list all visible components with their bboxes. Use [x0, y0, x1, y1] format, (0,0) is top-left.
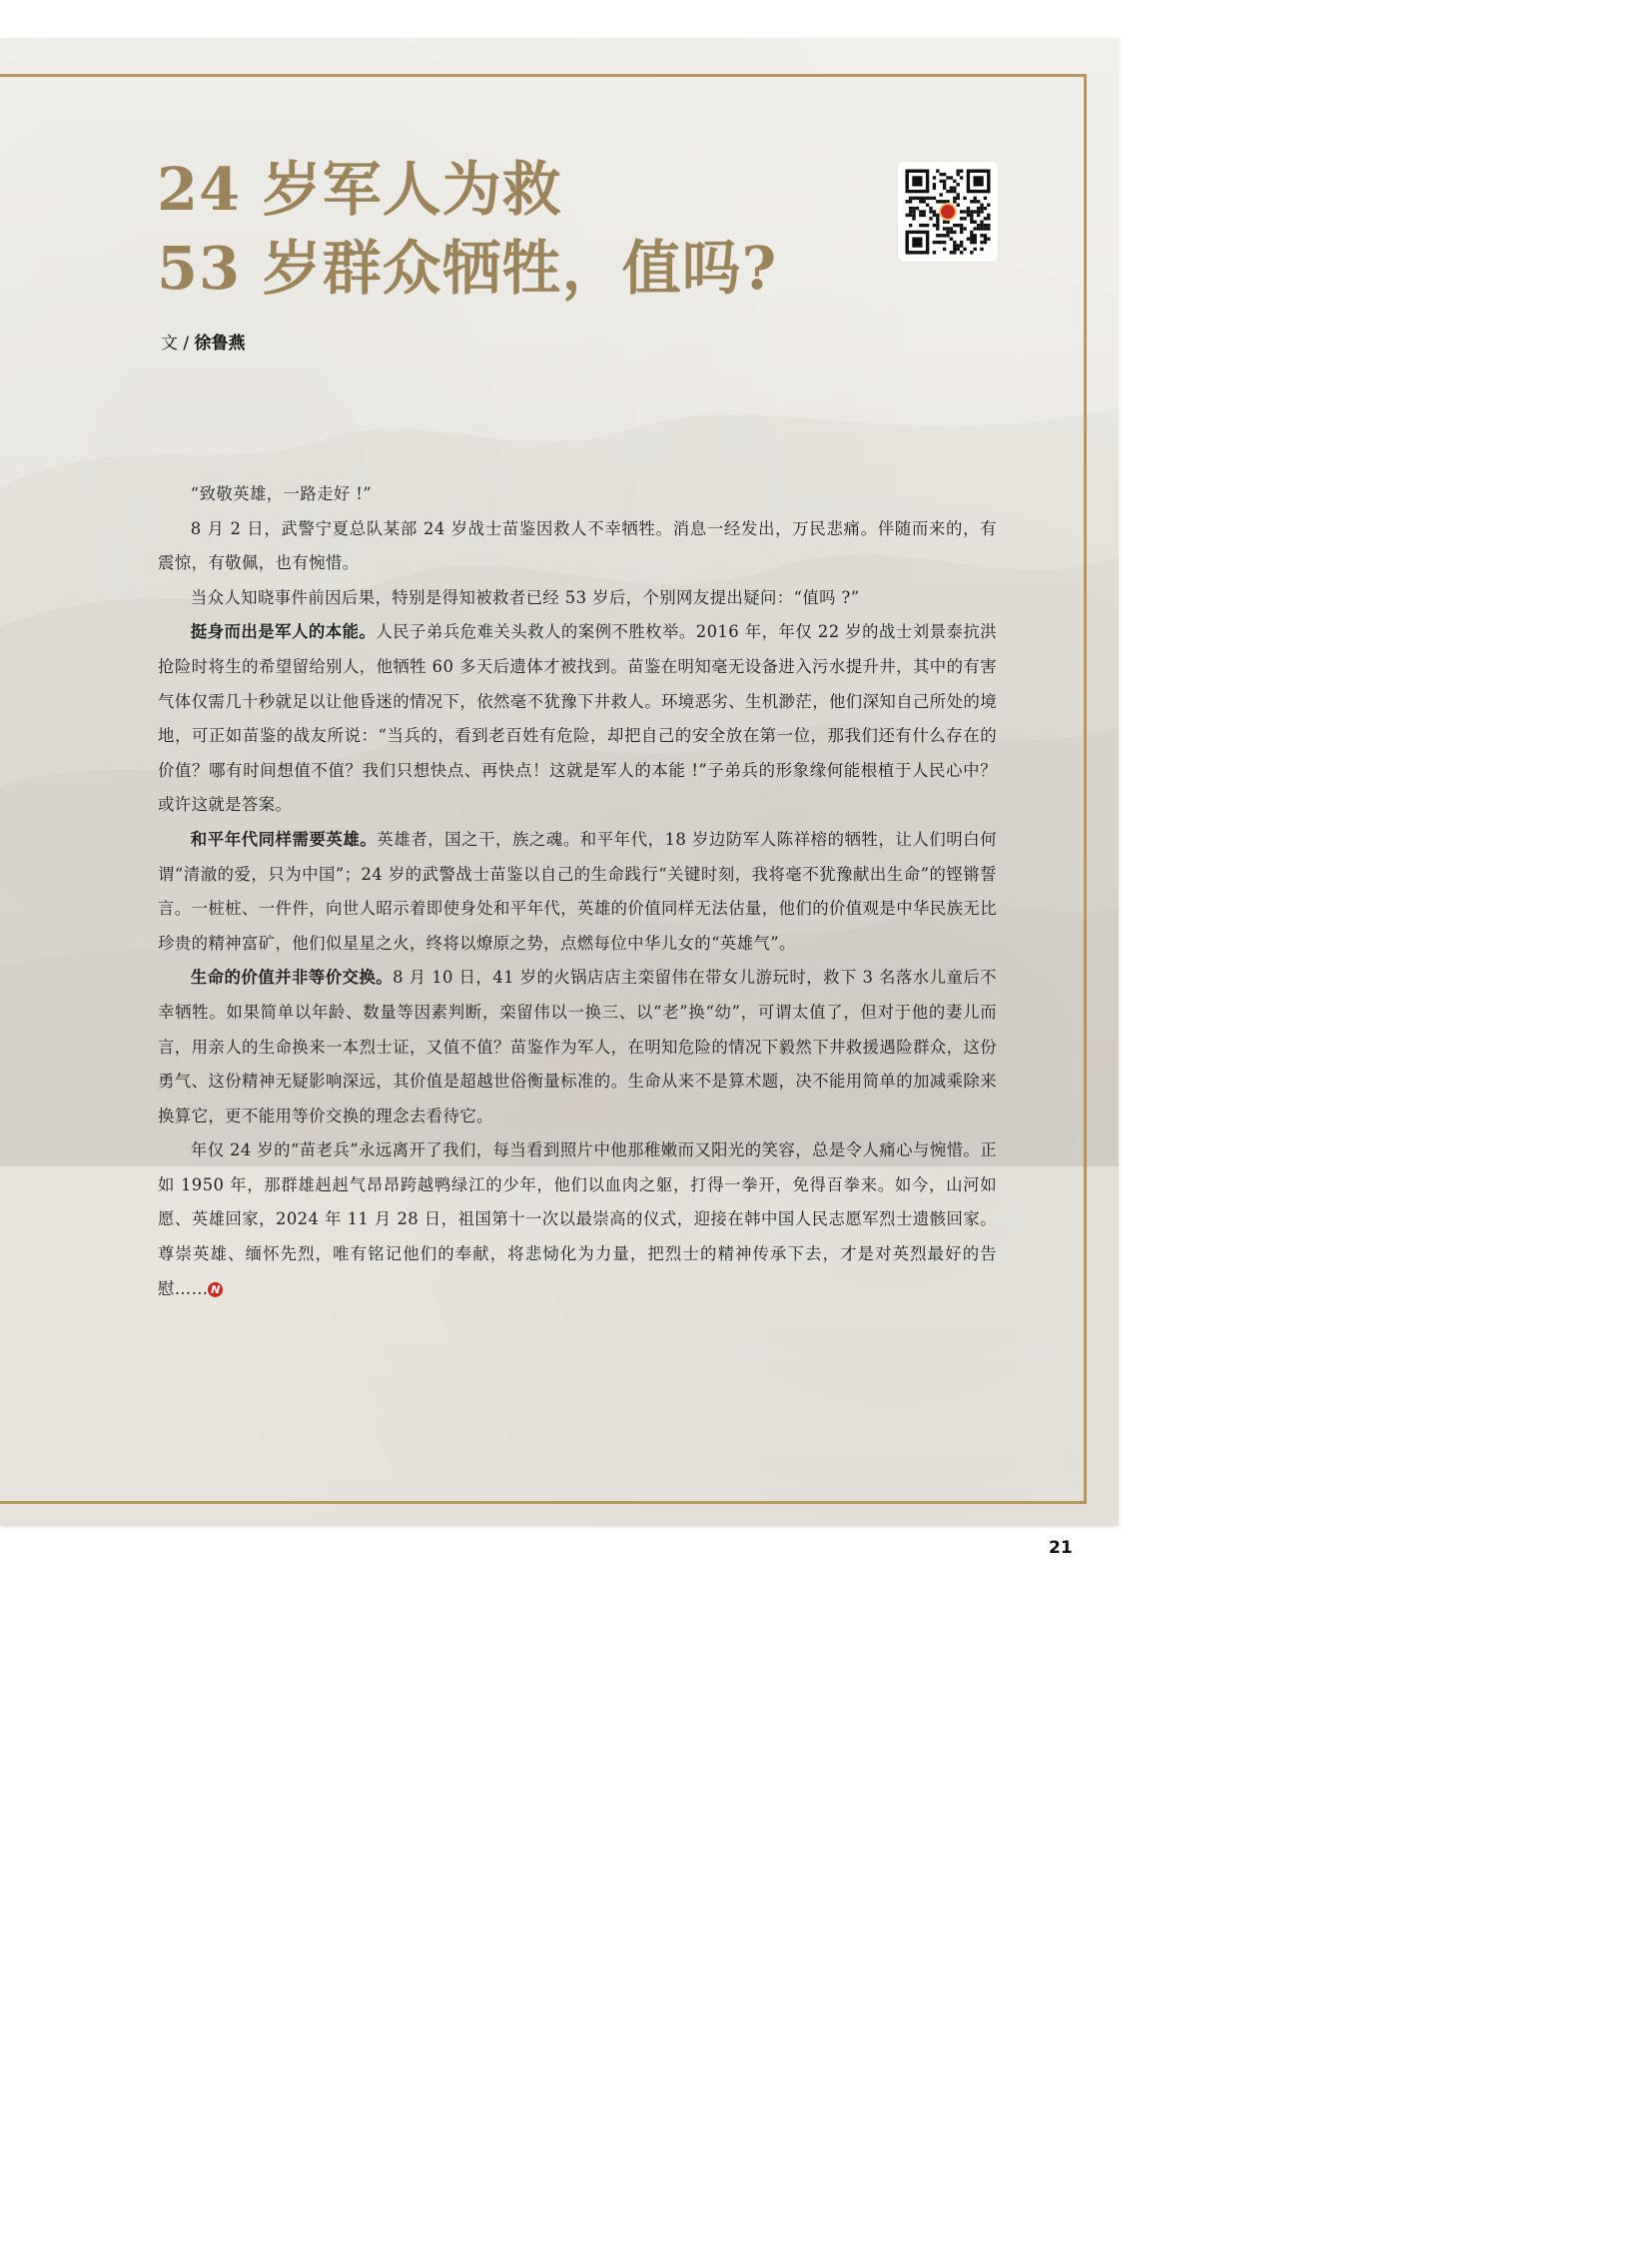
paragraph-text: 8 月 10 日，41 岁的火锅店店主栾留伟在带女儿游玩时，救下 3 名落水儿童后不幸牺牲。如果简单以年龄、数量等因素判断，栾留伟以一换三、以“老”换“幼”，可谓太值了，但对于他的妻儿而言，用亲人的生命换来一本烈士证，又值不值？苗鉴作为军人，在明知危险的情况下毅然下井救援遇险群众，这份勇气、这份精神无疑影响深远，其价值是超越世俗衡量标准的。生命从来不是算术题，决不能用简单的加减乘除来换算它，更不能用等价交换的理念去看待它。 [158, 968, 997, 1125]
title-line-1: 24 岁军人为救 [157, 155, 562, 224]
article-paragraph [158, 615, 997, 823]
article-paragraph [158, 581, 997, 616]
paragraph-text: 8 月 2 日，武警宁夏总队某部 24 岁战士苗鉴因救人不幸牺牲。消息一经发出，万民悲痛。伴随而来的，有震惊，有敬佩，也有惋惜。 [158, 518, 997, 573]
article-body [158, 477, 997, 1306]
paragraph-lead: 生命的价值并非等价交换。 [190, 968, 394, 988]
paragraph-text: 当众人知晓事件前因后果，特别是得知被救者已经 53 岁后，个别网友提出疑问：“值吗 ?” [190, 587, 860, 607]
qr-code-graphic [898, 162, 998, 262]
byline [161, 329, 246, 354]
article-title [157, 150, 876, 308]
paragraph-text: “致敬英雄，一路走好 !” [190, 484, 373, 503]
page-number: 21 [1049, 1538, 1073, 1558]
article-paragraph [158, 823, 997, 961]
article-paragraph [158, 512, 997, 581]
byline-prefix: 文 / [161, 334, 190, 354]
article-paragraph [158, 1133, 997, 1306]
author-name: 徐鲁燕 [194, 334, 246, 354]
article-paragraph [158, 961, 997, 1133]
paragraph-lead: 和平年代同样需要英雄。 [190, 829, 378, 849]
article-paragraph [158, 477, 997, 512]
qr-code-icon [898, 162, 998, 262]
paragraph-text: 英雄者，国之干，族之魂。和平年代，18 岁边防军人陈祥榕的牺牲，让人们明白何谓“清澈的爱，只为中国”；24 岁的武警战士苗鉴以自己的生命践行“关键时刻，我将毫不犹豫献出生命”的铿锵誓言。一桩桩、一件件，向世人昭示着即使身处和平年代，英雄的价值同样无法估量，他们的价值观是中华民族无比珍贵的精神富矿，他们似星星之火，终将以燎原之势，点燃每位中华儿女的“英雄气”。 [158, 829, 998, 953]
title-line-2: 53 岁群众牺牲，值吗? [157, 234, 778, 303]
end-mark-icon: N [208, 1282, 223, 1297]
paragraph-lead: 挺身而出是军人的本能。 [190, 622, 377, 642]
paper-background [0, 38, 1119, 1526]
paragraph-text: 年仅 24 岁的“苗老兵”永远离开了我们，每当看到照片中他那稚嫩而又阳光的笑容，总是令人痛心与惋惜。正如 1950 年，那群雄赳赳气昂昂跨越鸭绿江的少年，他们以血肉之躯，打得一拳开，免得百拳来。如今，山河如愿、英雄回家，2024 年 11 月 28 日，祖国第十一次以最崇高的仪式，迎接在韩中国人民志愿军烈士遗骸回家。尊崇英雄、缅怀先烈，唯有铭记他们的奉献，将悲恸化为力量，把烈士的精神传承下去，才是对英烈最好的告慰…… [158, 1140, 997, 1298]
paragraph-text: 人民子弟兵危难关头救人的案例不胜枚举。2016 年，年仅 22 岁的战士刘景泰抗洪抢险时将生的希望留给别人，他牺牲 60 多天后遗体才被找到。苗鉴在明知毫无设备进入污水提升井，其中的有害气体仅需几十秒就足以让他昏迷的情况下，依然毫不犹豫下井救人。环境恶劣、生机渺茫，他们深知自己所处的境地，可正如苗鉴的战友所说：“当兵的，看到老百姓有危险，却把自己的安全放在第一位，那我们还有什么存在的价值？哪有时间想值不值？我们只想快点、再快点！这就是军人的本能 !”子弟兵的形象缘何能根植于人民心中？或许这就是答案。 [158, 622, 997, 815]
